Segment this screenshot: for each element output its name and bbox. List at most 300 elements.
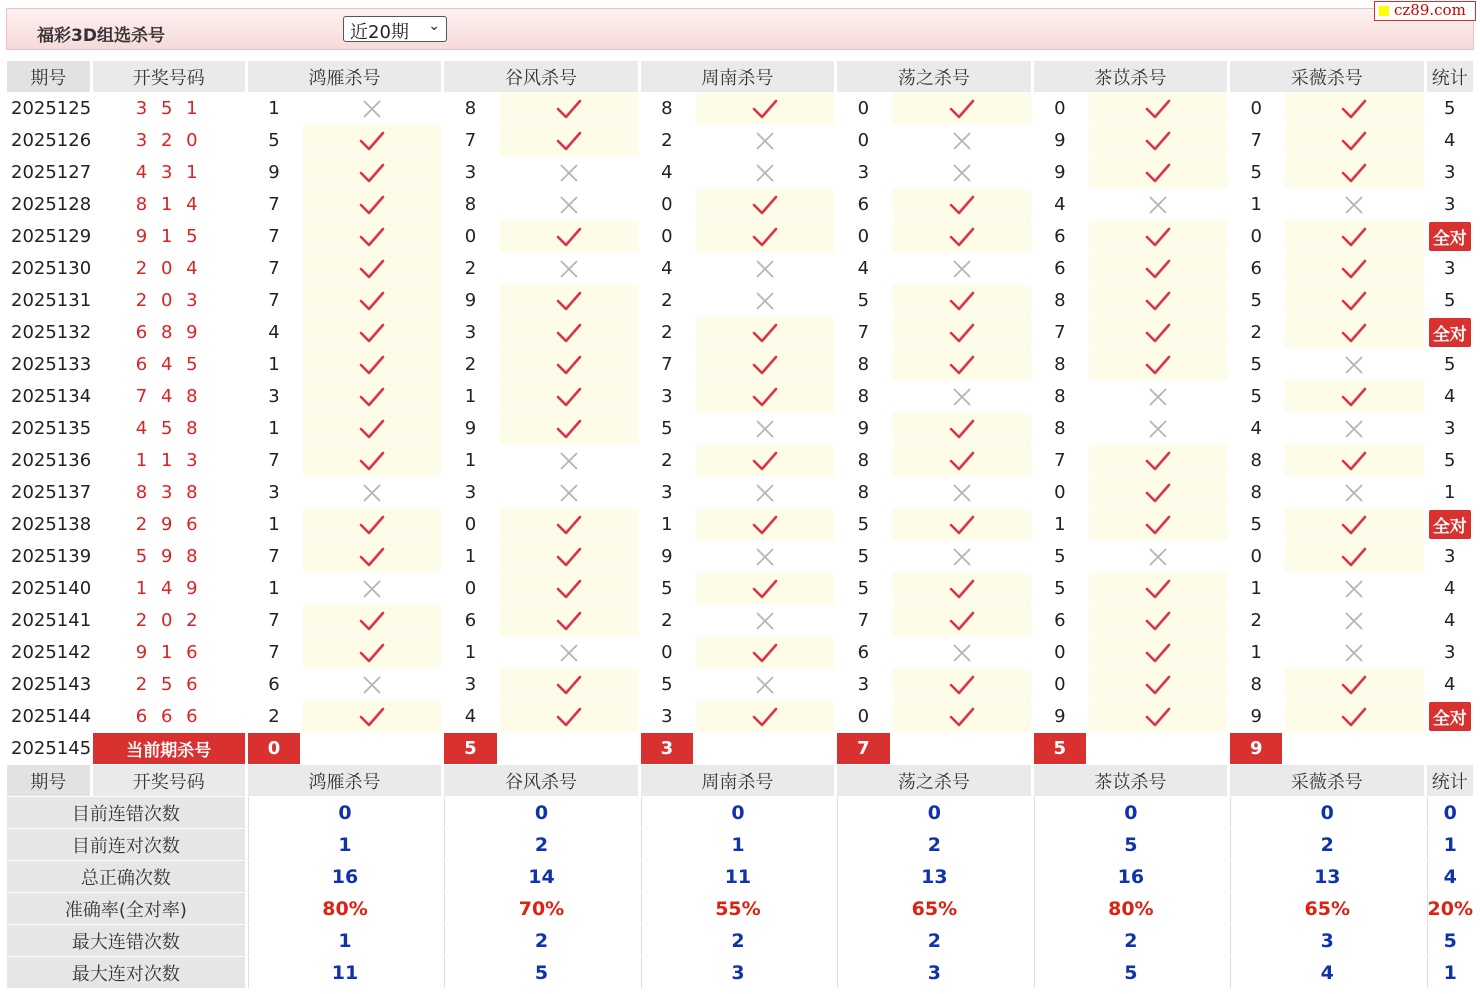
- check-icon: [893, 573, 1031, 604]
- col-header-expert: 采薇杀号: [1230, 765, 1423, 796]
- col-header-expert: 鸿雁杀号: [248, 765, 441, 796]
- kill-number-cell: 2: [464, 354, 477, 375]
- draw-number-cell: 9 1 6: [135, 642, 202, 663]
- kill-number-cell: 4: [661, 258, 673, 279]
- kill-number-cell: 4: [857, 258, 870, 279]
- stats-row: [7, 893, 1473, 924]
- stats-label: 最大连对次数: [7, 957, 245, 988]
- kill-number-cell: 6: [1250, 258, 1262, 279]
- stats-row: [7, 829, 1473, 860]
- empty-cell: [696, 733, 834, 764]
- stat-cell: 4: [1444, 386, 1456, 407]
- check-icon: [1285, 125, 1423, 156]
- cross-icon: [696, 253, 834, 284]
- cross-icon: [1285, 573, 1423, 604]
- current-kill-number: 9: [1230, 733, 1282, 764]
- check-icon: [893, 93, 1031, 124]
- kill-number-cell: 1: [1250, 642, 1262, 663]
- check-icon: [1285, 317, 1423, 348]
- kill-number-cell: 5: [857, 546, 870, 567]
- stat-cell: 3: [1444, 194, 1456, 215]
- cross-icon: [303, 573, 441, 604]
- check-icon: [696, 317, 834, 348]
- issue-cell: 2025141: [7, 605, 90, 636]
- kill-number-cell: 3: [857, 674, 870, 695]
- issue-cell: 2025139: [7, 541, 90, 572]
- stats-value: 5: [1034, 957, 1227, 988]
- cross-icon: [500, 477, 638, 508]
- current-kill-label: 当前期杀号: [93, 733, 245, 764]
- check-icon: [893, 605, 1031, 636]
- kill-number-cell: 7: [268, 610, 280, 631]
- check-icon: [1089, 509, 1227, 540]
- table-row: [7, 317, 1473, 348]
- kill-number-cell: 8: [857, 354, 870, 375]
- stats-value: 3: [837, 957, 1030, 988]
- kill-number-cell: 1: [1054, 514, 1066, 535]
- kill-number-cell: 3: [464, 482, 477, 503]
- col-header-expert: 谷风杀号: [444, 61, 637, 92]
- check-icon: [1285, 445, 1423, 476]
- table-row: [7, 445, 1473, 476]
- empty-cell: [1285, 733, 1423, 764]
- kill-number-cell: 0: [1054, 642, 1066, 663]
- kill-number-cell: 9: [1054, 706, 1066, 727]
- draw-number-cell: 1 4 9: [135, 578, 202, 599]
- stat-cell: [1427, 701, 1473, 732]
- kill-number-cell: 7: [268, 258, 280, 279]
- kill-number-cell: 7: [268, 450, 280, 471]
- issue-cell: 2025136: [7, 445, 90, 476]
- issue-cell: 2025126: [7, 125, 90, 156]
- kill-number-cell: 7: [464, 130, 477, 151]
- stat-cell: 4: [1444, 610, 1456, 631]
- kill-number-cell: 3: [464, 674, 477, 695]
- stat-cell: 3: [1444, 642, 1456, 663]
- stats-value: 0: [837, 797, 1030, 828]
- check-icon: [1089, 349, 1227, 380]
- issue-cell: 2025128: [7, 189, 90, 220]
- empty-cell: [500, 733, 638, 764]
- kill-number-cell: 0: [857, 226, 870, 247]
- draw-number-cell: 2 0 3: [135, 290, 202, 311]
- kill-number-cell: 2: [1250, 610, 1262, 631]
- kill-number-cell: 2: [661, 322, 673, 343]
- kill-number-cell: 3: [268, 386, 280, 407]
- issue-cell: 2025125: [7, 93, 90, 124]
- stat-cell: 4: [1444, 578, 1456, 599]
- kill-number-cell: 8: [857, 386, 870, 407]
- stats-row: [7, 861, 1473, 892]
- check-icon: [1089, 669, 1227, 700]
- check-icon: [1089, 253, 1227, 284]
- kill-number-cell: 0: [464, 578, 477, 599]
- cross-icon: [696, 605, 834, 636]
- check-icon: [696, 573, 834, 604]
- kill-number-cell: 2: [1250, 322, 1262, 343]
- stats-value: 1: [248, 829, 441, 860]
- cross-icon: [1089, 541, 1227, 572]
- kill-number-cell: 9: [661, 546, 673, 567]
- kill-number-cell: 7: [268, 642, 280, 663]
- col-header-issue: 期号: [7, 765, 90, 796]
- stats-value: 55%: [641, 893, 834, 924]
- current-issue: 2025145: [7, 733, 90, 764]
- cross-icon: [303, 93, 441, 124]
- check-icon: [1285, 285, 1423, 316]
- stats-value: 3: [1230, 925, 1423, 956]
- kill-number-cell: 8: [1054, 354, 1066, 375]
- table-row: [7, 189, 1473, 220]
- kill-number-cell: 8: [857, 450, 870, 471]
- stats-value: 5: [1034, 829, 1227, 860]
- kill-number-cell: 5: [1250, 162, 1262, 183]
- kill-number-cell: 4: [464, 706, 477, 727]
- draw-number-cell: 7 4 8: [135, 386, 202, 407]
- kill-number-cell: 0: [1054, 98, 1066, 119]
- period-select-value: 近20期: [350, 22, 409, 43]
- kill-number-cell: 7: [268, 546, 280, 567]
- kill-number-cell: 4: [268, 322, 280, 343]
- check-icon: [1089, 285, 1227, 316]
- kill-number-cell: 0: [661, 194, 673, 215]
- cross-icon: [696, 157, 834, 188]
- stats-row: [7, 925, 1473, 956]
- cross-icon: [893, 541, 1031, 572]
- kill-number-cell: 8: [1054, 418, 1066, 439]
- check-icon: [696, 509, 834, 540]
- issue-cell: 2025135: [7, 413, 90, 444]
- kill-number-cell: 1: [268, 418, 280, 439]
- stats-value: 1: [641, 829, 834, 860]
- period-select[interactable]: [343, 16, 447, 42]
- stats-value: 2: [641, 925, 834, 956]
- stat-cell: 4: [1444, 674, 1456, 695]
- check-icon: [893, 285, 1031, 316]
- draw-number-cell: 8 1 4: [135, 194, 202, 215]
- kill-number-cell: 5: [1250, 386, 1262, 407]
- kill-number-cell: 1: [268, 354, 280, 375]
- stats-value: 80%: [248, 893, 441, 924]
- stats-value: 1: [1427, 829, 1473, 860]
- stats-label: 总正确次数: [7, 861, 245, 892]
- stats-label: 准确率(全对率): [7, 893, 245, 924]
- stats-value: 4: [1427, 861, 1473, 892]
- logo-text: cz89.com: [1394, 1, 1466, 19]
- draw-number-cell: 4 3 1: [135, 162, 202, 183]
- check-icon: [500, 573, 638, 604]
- check-icon: [696, 701, 834, 732]
- check-icon: [303, 605, 441, 636]
- check-icon: [893, 509, 1031, 540]
- stats-value: 2: [1034, 925, 1227, 956]
- stats-value: 16: [248, 861, 441, 892]
- all-correct-badge: 全对: [1429, 702, 1471, 731]
- stats-value: 11: [641, 861, 834, 892]
- kill-number-cell: 0: [1250, 226, 1262, 247]
- kill-number-cell: 2: [661, 450, 673, 471]
- current-kill-number: 5: [444, 733, 496, 764]
- kill-number-table: [4, 60, 1476, 989]
- draw-number-cell: 3 2 0: [135, 130, 202, 151]
- check-icon: [893, 221, 1031, 252]
- cross-icon: [303, 669, 441, 700]
- stat-cell: 1: [1444, 482, 1456, 503]
- issue-cell: 2025142: [7, 637, 90, 668]
- stats-value: 4: [1230, 957, 1423, 988]
- cross-icon: [1285, 605, 1423, 636]
- kill-number-cell: 7: [268, 226, 280, 247]
- draw-number-cell: 3 5 1: [135, 98, 202, 119]
- check-icon: [500, 413, 638, 444]
- current-kill-number: 5: [1034, 733, 1086, 764]
- top-bar: [6, 8, 1474, 50]
- kill-number-cell: 5: [1250, 354, 1262, 375]
- stat-cell: [1427, 221, 1473, 252]
- check-icon: [893, 189, 1031, 220]
- draw-number-cell: 6 4 5: [135, 354, 202, 375]
- check-icon: [1089, 125, 1227, 156]
- kill-number-cell: 3: [464, 322, 477, 343]
- table-row: [7, 157, 1473, 188]
- issue-cell: 2025132: [7, 317, 90, 348]
- check-icon: [303, 125, 441, 156]
- stats-value: 2: [444, 829, 637, 860]
- table-row: [7, 349, 1473, 380]
- check-icon: [500, 669, 638, 700]
- check-icon: [500, 605, 638, 636]
- check-icon: [303, 701, 441, 732]
- kill-number-cell: 5: [857, 514, 870, 535]
- draw-number-cell: 9 1 5: [135, 226, 202, 247]
- check-icon: [1285, 221, 1423, 252]
- cross-icon: [500, 189, 638, 220]
- stats-value: 0: [444, 797, 637, 828]
- check-icon: [1089, 573, 1227, 604]
- stats-value: 0: [248, 797, 441, 828]
- chevron-down-icon: ⌄: [428, 18, 440, 34]
- all-correct-badge: 全对: [1429, 510, 1471, 539]
- kill-number-cell: 1: [1250, 194, 1262, 215]
- draw-number-cell: 8 3 8: [135, 482, 202, 503]
- stats-label: 目前连错次数: [7, 797, 245, 828]
- stats-value: 0: [1034, 797, 1227, 828]
- kill-number-cell: 5: [1250, 290, 1262, 311]
- check-icon: [1089, 701, 1227, 732]
- kill-number-cell: 8: [1250, 482, 1262, 503]
- check-icon: [893, 701, 1031, 732]
- draw-number-cell: 5 9 8: [135, 546, 202, 567]
- check-icon: [303, 221, 441, 252]
- kill-number-cell: 6: [1054, 258, 1066, 279]
- table-row: [7, 125, 1473, 156]
- issue-cell: 2025138: [7, 509, 90, 540]
- col-header-expert: 采薇杀号: [1230, 61, 1423, 92]
- check-icon: [1285, 541, 1423, 572]
- stats-value: 16: [1034, 861, 1227, 892]
- issue-cell: 2025133: [7, 349, 90, 380]
- stats-value: 2: [837, 829, 1030, 860]
- kill-number-cell: 8: [1250, 450, 1262, 471]
- cross-icon: [696, 669, 834, 700]
- cross-icon: [696, 125, 834, 156]
- kill-number-cell: 5: [268, 130, 280, 151]
- kill-number-cell: 7: [268, 290, 280, 311]
- all-correct-badge: 全对: [1429, 222, 1471, 251]
- check-icon: [1089, 317, 1227, 348]
- col-header-draw: 开奖号码: [93, 61, 245, 92]
- check-icon: [893, 317, 1031, 348]
- stats-value: 13: [837, 861, 1030, 892]
- issue-cell: 2025127: [7, 157, 90, 188]
- issue-cell: 2025131: [7, 285, 90, 316]
- check-icon: [303, 509, 441, 540]
- cross-icon: [303, 477, 441, 508]
- stats-value: 11: [248, 957, 441, 988]
- kill-number-cell: 0: [464, 514, 477, 535]
- kill-number-cell: 0: [857, 98, 870, 119]
- stats-value: 2: [837, 925, 1030, 956]
- col-header-draw: 开奖号码: [93, 765, 245, 796]
- kill-number-cell: 3: [661, 386, 673, 407]
- check-icon: [303, 253, 441, 284]
- check-icon: [1089, 157, 1227, 188]
- table-row: [7, 381, 1473, 412]
- kill-number-cell: 0: [464, 226, 477, 247]
- kill-number-cell: 6: [268, 674, 280, 695]
- stats-value: 5: [444, 957, 637, 988]
- kill-number-cell: 4: [1250, 418, 1262, 439]
- kill-number-cell: 0: [661, 226, 673, 247]
- kill-number-cell: 0: [1250, 546, 1262, 567]
- empty-cell: [893, 733, 1031, 764]
- stats-row: [7, 797, 1473, 828]
- kill-number-cell: 8: [857, 482, 870, 503]
- kill-number-cell: 8: [1054, 386, 1066, 407]
- check-icon: [1089, 637, 1227, 668]
- check-icon: [1089, 477, 1227, 508]
- stats-value: 80%: [1034, 893, 1227, 924]
- kill-number-cell: 8: [1250, 674, 1262, 695]
- kill-number-cell: 8: [464, 98, 477, 119]
- table-row: [7, 701, 1473, 732]
- check-icon: [500, 349, 638, 380]
- check-icon: [303, 157, 441, 188]
- kill-number-cell: 9: [268, 162, 280, 183]
- issue-cell: 2025130: [7, 253, 90, 284]
- table-row: [7, 93, 1473, 124]
- check-icon: [1285, 701, 1423, 732]
- kill-number-cell: 7: [857, 610, 870, 631]
- stats-value: 5: [1427, 925, 1473, 956]
- check-icon: [1285, 509, 1423, 540]
- check-icon: [1285, 253, 1423, 284]
- col-header-expert: 荡之杀号: [837, 765, 1030, 796]
- stat-cell: 5: [1444, 290, 1456, 311]
- check-icon: [1089, 221, 1227, 252]
- kill-number-cell: 9: [1250, 706, 1262, 727]
- check-icon: [500, 701, 638, 732]
- empty-cell: [1427, 733, 1473, 764]
- cross-icon: [1089, 381, 1227, 412]
- stats-value: 14: [444, 861, 637, 892]
- stats-value: 3: [641, 957, 834, 988]
- check-icon: [303, 317, 441, 348]
- kill-number-cell: 5: [1054, 546, 1066, 567]
- kill-number-cell: 1: [464, 386, 477, 407]
- stats-value: 0: [641, 797, 834, 828]
- kill-number-cell: 0: [857, 706, 870, 727]
- kill-number-cell: 6: [1054, 226, 1066, 247]
- check-icon: [303, 541, 441, 572]
- cross-icon: [893, 477, 1031, 508]
- col-header-expert: 周南杀号: [641, 765, 834, 796]
- stat-cell: 5: [1444, 450, 1456, 471]
- kill-number-cell: 8: [661, 98, 673, 119]
- kill-number-cell: 5: [661, 578, 673, 599]
- cross-icon: [696, 413, 834, 444]
- col-header-expert: 周南杀号: [641, 61, 834, 92]
- check-icon: [696, 349, 834, 380]
- col-header-issue: 期号: [7, 61, 90, 92]
- header-row: [7, 765, 1473, 796]
- page-title: 福彩3D组选杀号: [37, 26, 165, 46]
- site-logo[interactable]: [1374, 1, 1476, 21]
- stats-value: 2: [444, 925, 637, 956]
- kill-number-cell: 1: [1250, 578, 1262, 599]
- kill-number-cell: 0: [1250, 98, 1262, 119]
- cross-icon: [1285, 477, 1423, 508]
- current-row: [7, 733, 1473, 764]
- stats-value: 65%: [1230, 893, 1423, 924]
- check-icon: [1285, 157, 1423, 188]
- kill-number-cell: 7: [661, 354, 673, 375]
- cross-icon: [893, 637, 1031, 668]
- cross-icon: [500, 637, 638, 668]
- check-icon: [1089, 93, 1227, 124]
- kill-number-cell: 2: [661, 130, 673, 151]
- table-row: [7, 285, 1473, 316]
- col-header-expert: 茶苡杀号: [1034, 765, 1227, 796]
- kill-number-cell: 7: [1054, 322, 1066, 343]
- check-icon: [893, 413, 1031, 444]
- cross-icon: [696, 541, 834, 572]
- kill-number-cell: 0: [1054, 674, 1066, 695]
- kill-number-cell: 2: [661, 610, 673, 631]
- col-header-expert: 茶苡杀号: [1034, 61, 1227, 92]
- cross-icon: [893, 253, 1031, 284]
- check-icon: [696, 221, 834, 252]
- cross-icon: [696, 285, 834, 316]
- kill-number-cell: 1: [268, 578, 280, 599]
- kill-number-cell: 7: [268, 194, 280, 215]
- cross-icon: [1285, 413, 1423, 444]
- kill-number-cell: 5: [857, 290, 870, 311]
- check-icon: [303, 189, 441, 220]
- cross-icon: [696, 477, 834, 508]
- kill-number-cell: 8: [464, 194, 477, 215]
- check-icon: [303, 381, 441, 412]
- check-icon: [893, 669, 1031, 700]
- current-kill-number: 3: [641, 733, 693, 764]
- current-kill-number: 0: [248, 733, 300, 764]
- kill-number-cell: 1: [268, 514, 280, 535]
- kill-number-cell: 9: [857, 418, 870, 439]
- table-row: [7, 509, 1473, 540]
- draw-number-cell: 6 6 6: [135, 706, 202, 727]
- cross-icon: [500, 445, 638, 476]
- kill-number-cell: 4: [661, 162, 673, 183]
